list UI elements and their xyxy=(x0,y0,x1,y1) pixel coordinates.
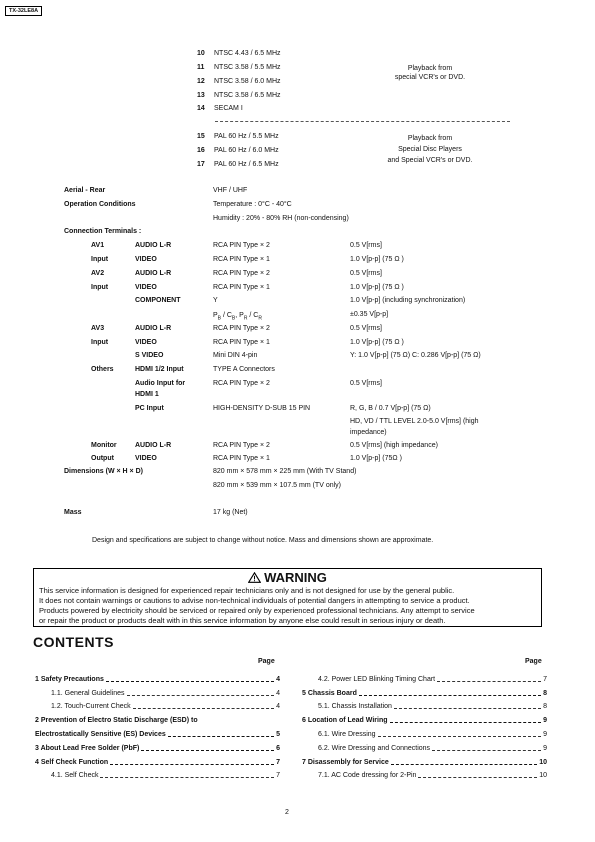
connector: RCA PIN Type × 2 xyxy=(213,380,270,387)
connector: TYPE A Connectors xyxy=(213,366,275,373)
toc-entry[interactable]: 1.1. General Guidelines 4 xyxy=(51,690,280,697)
warning-text: This service information is designed for experienced repair technicians only and is not designed for use by the general public. xyxy=(39,586,455,595)
toc-entry[interactable]: 1 Safety Precautions 4 xyxy=(35,676,280,683)
system-row: 15 PAL 60 Hz / 5.5 MHz xyxy=(197,133,279,140)
playback-note: Playback from special VCR's or DVD. xyxy=(394,65,466,81)
signal-level: 1.0 V[p-p] (75 Ω ) xyxy=(350,339,404,346)
toc-entry[interactable]: 7 Disassembly for Service 10 xyxy=(302,759,547,766)
system-row: 16 PAL 60 Hz / 6.0 MHz xyxy=(197,147,279,154)
signal-level: 1.0 V[p-p] (75Ω ) xyxy=(350,455,402,462)
playback-note: Playback from Special Disc Players and Special VCR's or DVD. xyxy=(387,135,473,164)
system-row: 12 NTSC 3.58 / 6.0 MHz xyxy=(197,78,281,85)
toc-entry[interactable]: 1.2. Touch-Current Check 4 xyxy=(51,703,280,710)
terminal-type: Audio Input for xyxy=(135,380,186,387)
connector: RCA PIN Type × 1 xyxy=(213,284,270,291)
terminal-type: VIDEO xyxy=(135,256,157,263)
connector: RCA PIN Type × 2 xyxy=(213,442,270,449)
terminal-group: Others xyxy=(91,366,114,373)
terminal-type: HDMI 1 xyxy=(135,391,159,398)
signal-level: HD, VD / TTL LEVEL 2.0-5.0 V[rms] (high xyxy=(350,418,479,425)
terminal-type: AUDIO L-R xyxy=(135,270,172,277)
terminal-type: AUDIO L-R xyxy=(135,325,172,332)
connector: RCA PIN Type × 2 xyxy=(213,242,270,249)
spec-value: Humidity : 20% - 80% RH (non-condensing) xyxy=(213,215,349,222)
spec-value: Temperature : 0°C - 40°C xyxy=(213,201,292,208)
signal-level: 0.5 V[rms] (high impedance) xyxy=(350,442,438,449)
spec-label: Operation Conditions xyxy=(64,201,136,208)
warning-text: It does not contain warnings or cautions to advise non-technical individuals of potential dangers in attempting to service a product. xyxy=(39,596,470,605)
terminal-type: VIDEO xyxy=(135,284,157,291)
terminal-type: VIDEO xyxy=(135,455,157,462)
terminal-type: COMPONENT xyxy=(135,297,181,304)
spec-label: Aerial - Rear xyxy=(64,187,106,194)
signal-level: 1.0 V[p-p] (75 Ω ) xyxy=(350,284,404,291)
spec-label: Dimensions (W × H × D) xyxy=(64,468,143,475)
warning-triangle-icon xyxy=(248,571,261,586)
warning-text: Products powered by electricity should be serviced or repaired only by experienced professional technicians. Any attempt to service xyxy=(39,606,475,615)
toc-entry[interactable]: 5 Chassis Board 8 xyxy=(302,690,547,697)
signal-level: 1.0 V[p-p] (75 Ω ) xyxy=(350,256,404,263)
signal-level: Y: 1.0 V[p-p] (75 Ω) C: 0.286 V[p-p] (75 Ω) xyxy=(350,352,481,359)
contents-title: CONTENTS xyxy=(33,634,114,650)
signal-level: R, G, B / 0.7 V[p-p] (75 Ω) xyxy=(350,405,431,412)
signal-level: 1.0 V[p-p] (including synchronization) xyxy=(350,297,466,304)
terminal-group: AV3 xyxy=(91,325,105,332)
toc-entry[interactable]: 6.1. Wire Dressing 9 xyxy=(318,731,547,738)
system-row: 17 PAL 60 Hz / 6.5 MHz xyxy=(197,161,279,168)
toc-entry[interactable]: 3 About Lead Free Solder (PbF) 6 xyxy=(35,745,280,752)
terminal-type: PC Input xyxy=(135,405,164,412)
toc-entry[interactable]: 2 Prevention of Electro Static Discharge (ESD) to xyxy=(35,717,198,724)
toc-entry[interactable]: Electrostatically Sensitive (ES) Devices 5 xyxy=(35,731,280,738)
terminal-type: AUDIO L-R xyxy=(135,242,172,249)
terminal-group: Monitor xyxy=(91,442,117,449)
connector: RCA PIN Type × 2 xyxy=(213,325,270,332)
toc-entry[interactable]: 6 Location of Lead Wiring 9 xyxy=(302,717,547,724)
warning-heading: WARNING xyxy=(34,570,541,586)
system-row: 13 NTSC 3.58 / 6.5 MHz xyxy=(197,92,281,99)
system-row: 11 NTSC 3.58 / 5.5 MHz xyxy=(197,64,281,71)
model-tag: TX-32LE8A xyxy=(5,6,42,16)
connector: Y xyxy=(213,297,218,304)
spec-label: Connection Terminals : xyxy=(64,228,142,235)
signal-level: impedance) xyxy=(350,429,387,436)
signal-level: 0.5 V[rms] xyxy=(350,380,382,387)
toc-entry[interactable]: 4.2. Power LED Blinking Timing Chart 7 xyxy=(318,676,547,683)
toc-entry[interactable]: 4 Self Check Function 7 xyxy=(35,759,280,766)
connector: HIGH-DENSITY D-SUB 15 PIN xyxy=(213,405,311,412)
toc-entry[interactable]: 6.2. Wire Dressing and Connections 9 xyxy=(318,745,547,752)
spec-value: 820 mm × 578 mm × 225 mm (With TV Stand) xyxy=(213,468,357,475)
terminal-type: AUDIO L-R xyxy=(135,442,172,449)
connector: RCA PIN Type × 1 xyxy=(213,256,270,263)
toc-entry[interactable]: 4.1. Self Check 7 xyxy=(51,772,280,779)
terminal-type: VIDEO xyxy=(135,339,157,346)
signal-level: ±0.35 V[p-p] xyxy=(350,311,389,318)
terminal-group: Output xyxy=(91,455,114,462)
spec-value: 820 mm × 539 mm × 107.5 mm (TV only) xyxy=(213,482,341,489)
spec-label: Mass xyxy=(64,509,82,516)
terminal-type: HDMI 1/2 Input xyxy=(135,366,184,373)
warning-box xyxy=(33,568,542,627)
signal-level: 0.5 V[rms] xyxy=(350,270,382,277)
page-column-label: Page xyxy=(258,658,275,665)
connector: RCA PIN Type × 2 xyxy=(213,270,270,277)
terminal-group: Input xyxy=(91,284,109,291)
toc-entry[interactable]: 5.1. Chassis Installation 8 xyxy=(318,703,547,710)
connector: RCA PIN Type × 1 xyxy=(213,339,270,346)
connector: Mini DIN 4-pin xyxy=(213,352,258,359)
spec-value: 17 kg (Net) xyxy=(213,509,248,516)
divider xyxy=(215,121,510,122)
terminal-group: Input xyxy=(91,339,109,346)
page-number: 2 xyxy=(285,809,289,816)
system-row: 10 NTSC 4.43 / 6.5 MHz xyxy=(197,50,281,57)
system-row: 14 SECAM I xyxy=(197,105,243,112)
signal-level: 0.5 V[rms] xyxy=(350,242,382,249)
page-column-label: Page xyxy=(525,658,542,665)
connector: RCA PIN Type × 1 xyxy=(213,455,270,462)
terminal-group: Input xyxy=(91,256,109,263)
component-pins: $P_B / C_B$, $P_R / C_R$ xyxy=(213,312,262,322)
terminal-group: AV2 xyxy=(91,270,105,277)
toc-entry[interactable]: 7.1. AC Code dressing for 2-Pin 10 xyxy=(318,772,547,779)
signal-level: 0.5 V[rms] xyxy=(350,325,382,332)
warning-text: or repair the product or products dealt with in this service information by anyone else could result in serious injury or death. xyxy=(39,616,446,625)
spec-value: VHF / UHF xyxy=(213,187,248,194)
disclaimer: Design and specifications are subject to change without notice. Mass and dimensions shown are approximate. xyxy=(92,537,434,544)
terminal-group: AV1 xyxy=(91,242,105,249)
terminal-type: S VIDEO xyxy=(135,352,164,359)
